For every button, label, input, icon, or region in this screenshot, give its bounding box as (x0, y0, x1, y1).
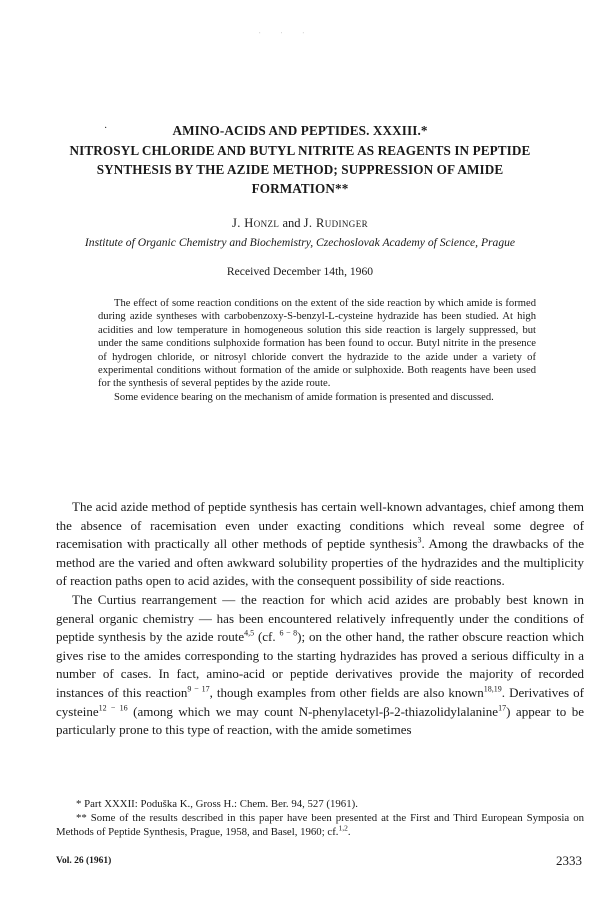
scan-dot: · (104, 123, 108, 134)
page-number: 2333 (556, 853, 582, 868)
body-paragraph-2 (56, 591, 584, 740)
body-p2-text-f: (among which we may count N-phenylacetyl-β-2-thiazolidylalanine (127, 703, 499, 719)
citation-ref: 12 − 16 (98, 703, 128, 713)
citation-ref: 9 − 17 (187, 684, 210, 694)
footnote-2-end: . (347, 826, 351, 838)
abstract-paragraph-2: Some evidence bearing on the mechanism of amide formation is presented and discussed. (114, 391, 494, 403)
title-line-1: AMINO-ACIDS AND PEPTIDES. XXXIII.* (172, 123, 428, 138)
title-line-3: SYNTHESIS BY THE AZIDE METHOD; SUPPRESSION OF AMIDE (96, 162, 504, 177)
footnote-1: * Part XXXII: Poduška K., Gross H.: Chem. Ber. 94, 527 (1961). (76, 798, 358, 810)
citation-ref: 3 (417, 535, 422, 545)
citation-ref: 1,2 (338, 823, 348, 833)
author-rudinger: J. Rudinger (303, 216, 368, 230)
footnote-2-text: ** Some of the results described in this paper have been presented at the First and Third European Symposia on Methods of Peptide Synthesis, Prague, 1958, and Basel, 1960; cf. (56, 812, 584, 838)
citation-ref: 6 − 8 (279, 628, 298, 638)
body-p2-text-c: ); on the other hand, the rather obscure reaction which gives rise to the amides corresponding to the starting hydrazides has proved a serious difficulty in a number of cases. In fact, amino-acid or peptide derivatives provide the majority of recorded instances of this reaction (56, 629, 584, 700)
abstract (98, 297, 536, 404)
author-join: and (279, 216, 304, 230)
body-p1-text-b: . Among the drawbacks of the method are the varied and often awkward solubility properties of the hydrazides and the multiplicity of reaction paths open to acid azides, with the consequent possibility of side reactions. (56, 536, 585, 589)
title-line-4: FORMATION** (251, 181, 349, 196)
body-paragraph-1 (56, 498, 584, 591)
citation-ref: 18,19 (483, 684, 502, 694)
volume-info: Vol. 26 (1961) (56, 856, 112, 866)
affiliation: Institute of Organic Chemistry and Biochemistry, Czechoslovak Academy of Science, Prague (84, 236, 516, 249)
title-line-2: NITROSYL CHLORIDE AND BUTYL NITRITE AS REAGENTS IN PEPTIDE (69, 143, 531, 158)
body-p2-text-d: , though examples from other fields are also known (209, 684, 484, 700)
citation-ref: 17 (498, 703, 507, 713)
footnote-2 (56, 811, 584, 839)
body-p2-text-a: The Curtius rearrangement — the reaction for which acid azides are probably best known in general organic chemistry — has been encountered relatively infrequently under the conditions of peptide synthesis by the azide route (56, 591, 584, 645)
scan-speck: ˙ ˙ ˙ (258, 32, 313, 40)
received-date: Received December 14th, 1960 (226, 265, 374, 278)
abstract-paragraph-1: The effect of some reaction conditions on the extent of the side reaction by which amide is formed during azide syntheses with carbobenzoxy-S-benzyl-L-cysteine hydrazide has been studied. At high acidities and low temperature in homogeneous solution this side reaction is largely suppressed, but under the same conditions sulphoxide formation has been found to occur. Butyl nitrite in the presence of hydrogen chloride, or nitrosyl chloride convert the hydrazide to the azide under a variety of experimental conditions without formation of the amide or sulphoxide. Both reagents have been used for the synthesis of several peptides by the azide route. (98, 298, 536, 390)
body-p1-text-a: The acid azide method of peptide synthesis has certain well-known advantages, chief among them the absence of racemisation even under exacting conditions which reveal some degree of racemisation with practically all other methods of peptide synthesis (56, 499, 584, 552)
citation-ref: 4,5 (244, 628, 255, 638)
body-p2-text-g: ) appear to be particularly prone to this type of reaction, with the amide sometimes (56, 703, 584, 738)
author-honzl: J. Honzl (231, 216, 280, 230)
authors (0, 216, 600, 231)
body-p2-text-e: . Derivatives of cysteine (56, 684, 584, 719)
main-text (56, 498, 584, 740)
footnotes (56, 797, 584, 839)
body-p2-text-b: (cf. (254, 629, 280, 645)
